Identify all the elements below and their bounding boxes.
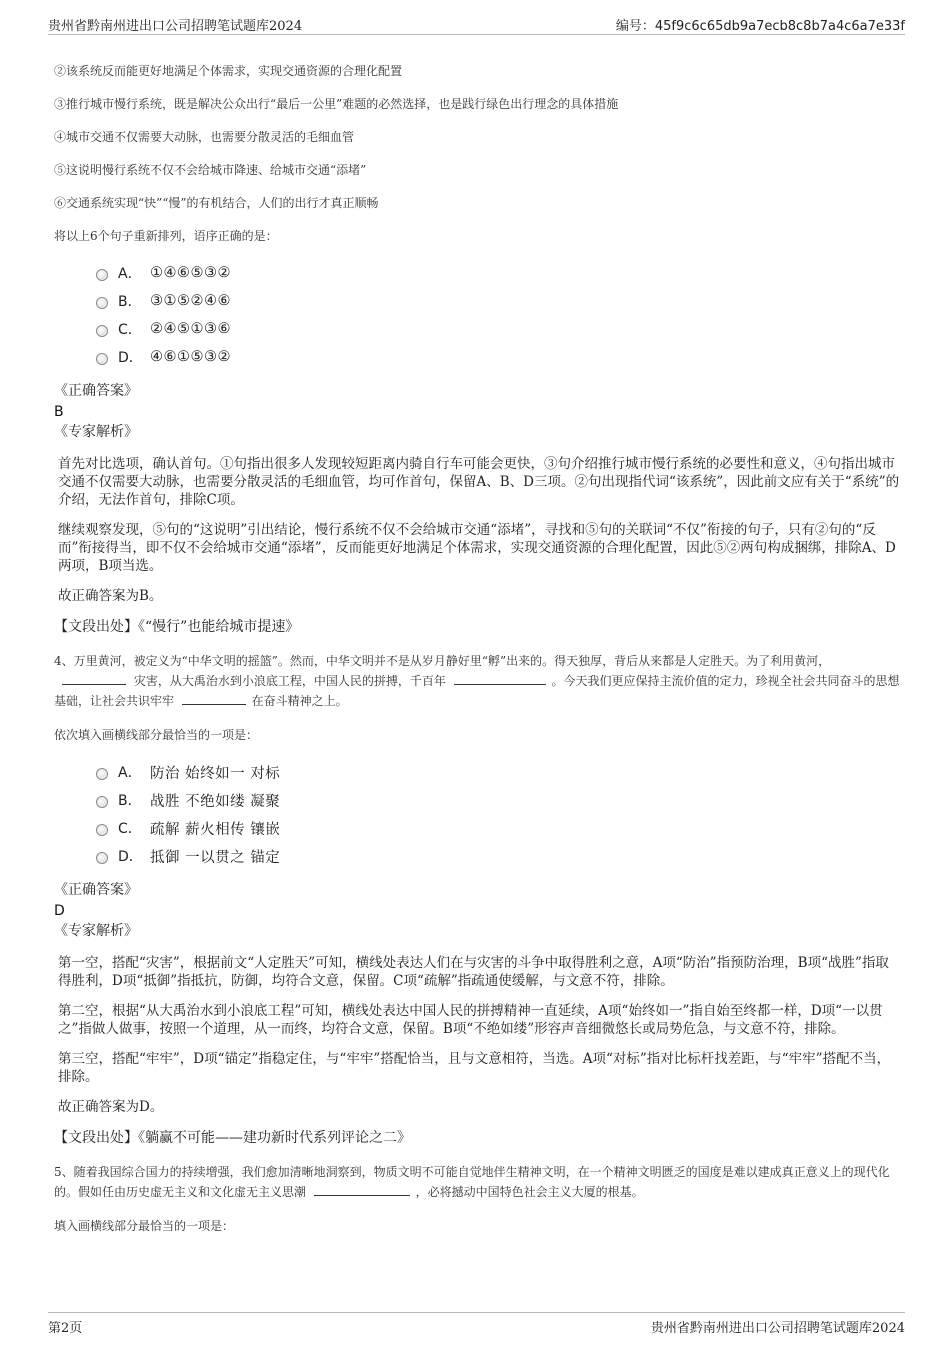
option-a[interactable]: [96, 259, 900, 287]
option-d[interactable]: [96, 343, 900, 371]
question-prompt: 将以上6个句子重新排列，语序正确的是：: [54, 229, 278, 243]
radio-button-icon[interactable]: [96, 852, 108, 864]
radio-button-icon[interactable]: [96, 297, 108, 309]
option-list: [96, 758, 900, 870]
option-a[interactable]: [96, 758, 900, 786]
option-text: ②④⑤①③⑥: [150, 321, 231, 337]
header-serial-number: 编号：45f9c6c65db9a7ecb8c8b7a4c6a7e33f: [615, 19, 905, 34]
analysis-label: 《专家解析》: [54, 424, 138, 440]
option-b[interactable]: [96, 287, 900, 315]
option-letter: B．: [118, 294, 142, 310]
stem-part-1: 5、随着我国综合国力的持续增强，我们愈加清晰地洞察到，物质文明不可能自觉地伴生精神文明，在一个精神文明匮乏的国度是难以建成真正意义上的现代化的。假如任由历史虚无主义和文化虚无主义思潮: [54, 1165, 890, 1199]
analysis-paragraph: 故正确答案为B。: [58, 588, 163, 604]
correct-answer: D: [54, 903, 65, 919]
radio-button-icon[interactable]: [96, 768, 108, 780]
option-letter: A．: [118, 266, 142, 282]
option-text: ①④⑥⑤③②: [150, 265, 231, 281]
option-letter: B．: [118, 793, 142, 809]
option-text: ③①⑤②④⑥: [150, 293, 231, 309]
option-text: 防治 始终如一 对标: [150, 765, 281, 782]
page-footer: [48, 1312, 905, 1335]
page-number: 第2页: [48, 1321, 83, 1336]
analysis-label: 《专家解析》: [54, 923, 138, 939]
correct-answer: B: [54, 404, 64, 420]
radio-button-icon[interactable]: [96, 824, 108, 836]
option-text: ④⑥①⑤③②: [150, 349, 231, 365]
stem-part-2: 灾害，从大禹治水到小浪底工程，中国人民的拼搏，千百年: [133, 674, 446, 688]
analysis-paragraph: 第一空，搭配“灾害”，根据前文“人定胜天”可知，横线处表达人们在与灾害的斗争中取得胜利之意，A项“防治”指预防治理，B项“战胜”指取得胜利，D项“抵御”指抵抗，防御，均符合文意，保留。C项“疏解”指疏通使缓解，与文意不符，排除。: [58, 955, 889, 989]
analysis-paragraph: 第三空，搭配“牢牢”，D项“锚定”指稳定住，与“牢牢”搭配恰当，且与文意相符，当选。A项“对标”指对比标杆找差距，与“牢牢”搭配不当，排除。: [58, 1051, 891, 1085]
text-source: 【文段出处】《“慢行”也能给城市提速》: [54, 619, 300, 635]
option-d[interactable]: [96, 842, 900, 870]
stem-part-3: 。今天我们更应保持主流价值的定力，珍视全社会共同奋斗的思想基础，让社会共识牢牢: [54, 674, 900, 708]
page-header: [48, 12, 905, 35]
header-title: 贵州省黔南州进出口公司招聘笔试题库2024: [48, 19, 303, 34]
question-stem: [54, 1162, 900, 1202]
option-letter: C．: [118, 322, 142, 338]
analysis-paragraph: 继续观察发现，⑤句的“这说明”引出结论，慢行系统不仅不会给城市交通“添堵”，寻找和⑤句的关联词“不仅”衔接的句子，只有②句的“反而”衔接得当，即不仅不会给城市交通“添堵”，反而能更好地满足个体需求，实现交通资源的合理化配置，因此⑤②两句构成捆绑，排除A、D两项，B项当选。: [58, 522, 896, 574]
analysis-paragraph: 故正确答案为D。: [58, 1099, 164, 1115]
radio-button-icon[interactable]: [96, 353, 108, 365]
answer-blank-1: [62, 671, 126, 685]
option-c[interactable]: [96, 315, 900, 343]
option-b[interactable]: [96, 786, 900, 814]
radio-button-icon[interactable]: [96, 796, 108, 808]
sentence-6: ⑥交通系统实现“快”“慢”的有机结合，人们的出行才真正顺畅: [54, 196, 379, 210]
answer-blank-1: [314, 1182, 410, 1196]
expert-analysis: [54, 455, 900, 605]
question-prompt: 依次填入画横线部分最恰当的一项是：: [54, 728, 259, 742]
page-content: [54, 61, 900, 1236]
text-source: 【文段出处】《躺赢不可能——建功新时代系列评论之二》: [54, 1130, 411, 1146]
analysis-paragraph: 首先对比选项，确认首句。①句指出很多人发现较短距离内骑自行车可能会更快，③句介绍推行城市慢行系统的必要性和意义，④句指出城市交通不仅需要大动脉，也需要分散灵活的毛细血管，均可作首句，保留A、B、D三项。②句出现指代词“该系统”，因此前文应有关于“系统”的介绍，无法作首句，排除C项。: [58, 456, 900, 508]
question-4: [54, 651, 900, 1148]
footer-title: 贵州省黔南州进出口公司招聘笔试题库2024: [650, 1321, 905, 1336]
stem-part-2: ，必将撼动中国特色社会主义大厦的根基。: [415, 1185, 644, 1199]
radio-button-icon[interactable]: [96, 269, 108, 281]
stem-part-4: 在奋斗精神之上。: [251, 694, 348, 708]
option-text: 战胜 不绝如缕 凝聚: [150, 793, 281, 810]
sentence-3: ③推行城市慢行系统，既是解决公众出行“最后一公里”难题的必然选择，也是践行绿色出行理念的具体措施: [54, 97, 619, 111]
expert-analysis: [54, 954, 900, 1116]
question-stem: [54, 651, 900, 711]
option-letter: D．: [118, 350, 143, 366]
question-3: [54, 61, 900, 637]
answer-label: 《正确答案》: [54, 383, 138, 399]
question-prompt: 填入画横线部分最恰当的一项是：: [54, 1219, 235, 1233]
sentence-5: ⑤这说明慢行系统不仅不会给城市降速、给城市交通“添堵”: [54, 163, 367, 177]
sentence-2: ②该系统反而能更好地满足个体需求，实现交通资源的合理化配置: [54, 64, 403, 78]
radio-button-icon[interactable]: [96, 325, 108, 337]
stem-part-1: 4、万里黄河，被定义为“中华文明的摇篮”。然而，中华文明并不是从岁月静好里“孵”出来的。得天独厚，背后从来都是人定胜天。为了利用黄河，: [54, 654, 831, 668]
option-letter: A．: [118, 765, 142, 781]
analysis-paragraph: 第二空，根据“从大禹治水到小浪底工程”可知，横线处表达中国人民的拼搏精神一直延续，A项“始终如一”指自始至终都一样，D项“一以贯之”指做人做事，按照一个道理，从一而终，均符合文意，保留。B项“不绝如缕”形容声音细微悠长或局势危急，与文意不符，排除。: [58, 1003, 883, 1037]
option-c[interactable]: [96, 814, 900, 842]
option-text: 疏解 薪火相传 镶嵌: [150, 821, 281, 838]
option-text: 抵御 一以贯之 锚定: [150, 849, 281, 866]
answer-label: 《正确答案》: [54, 882, 138, 898]
answer-blank-3: [182, 691, 246, 705]
question-5: [54, 1162, 900, 1236]
option-list: [96, 259, 900, 371]
option-letter: D．: [118, 849, 143, 865]
option-letter: C．: [118, 821, 142, 837]
answer-blank-2: [454, 671, 546, 685]
sentence-4: ④城市交通不仅需要大动脉，也需要分散灵活的毛细血管: [54, 130, 355, 144]
